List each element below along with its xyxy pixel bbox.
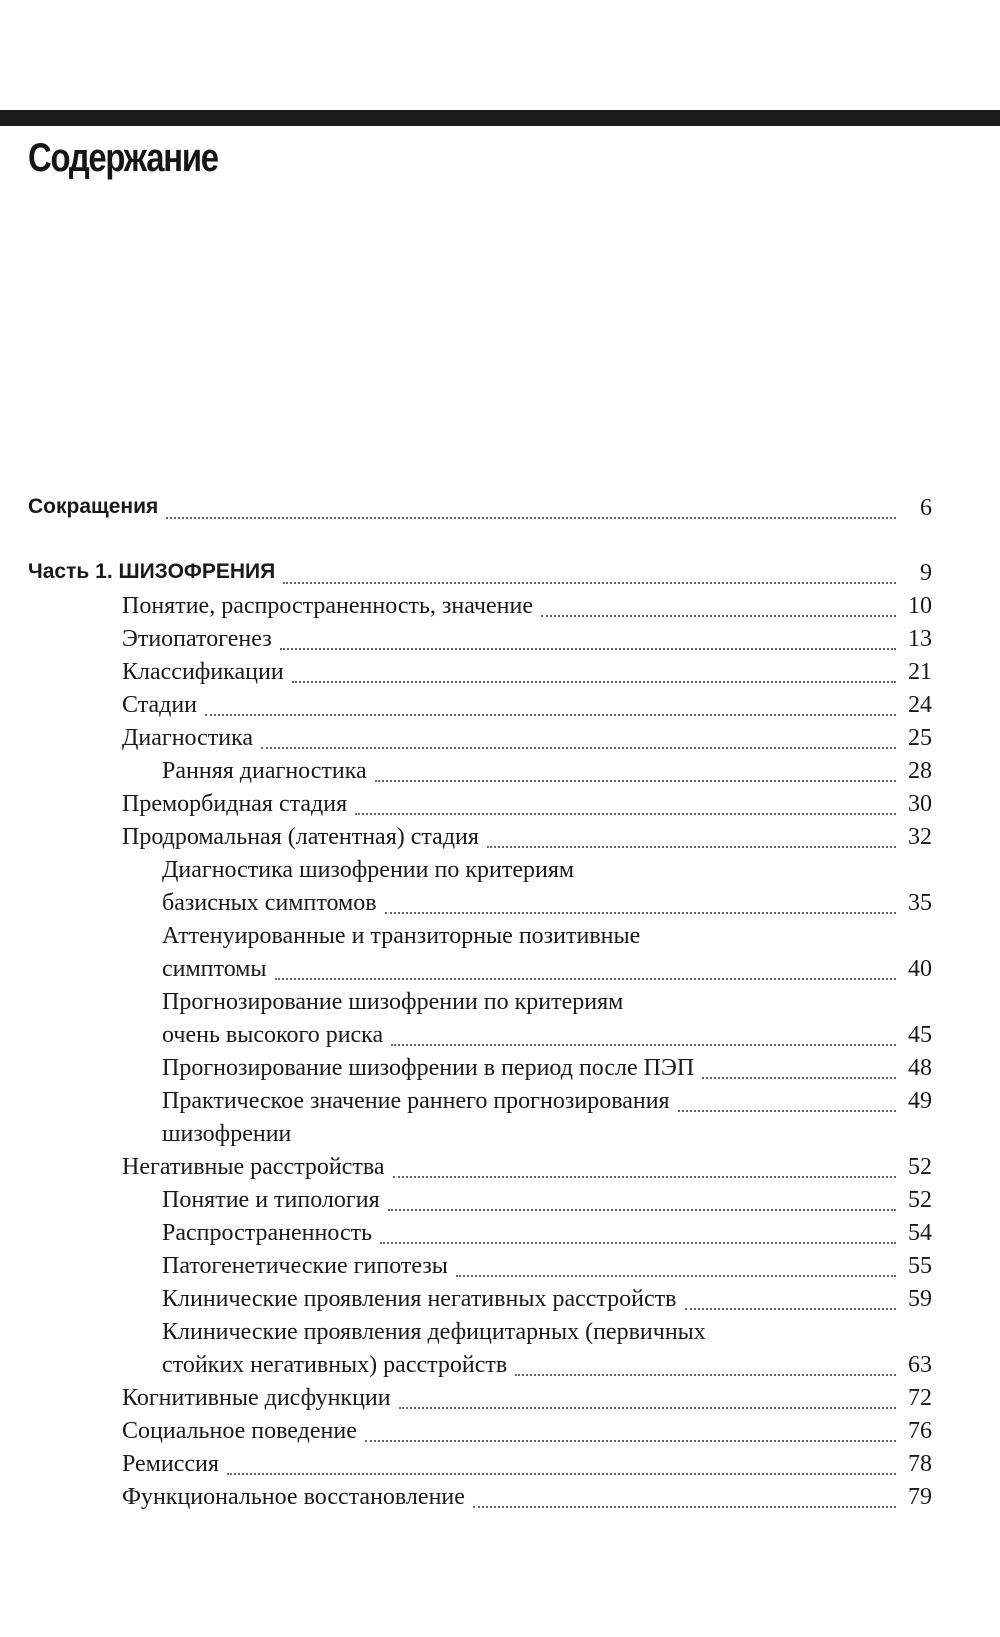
toc-entry-title: Прогнозирование шизофрении в период после ПЭП: [162, 1055, 695, 1081]
toc-entry: [0, 824, 1000, 858]
toc-entry: [0, 791, 1000, 825]
toc-leader-dots: [391, 1044, 896, 1046]
toc-entry-page: 45: [908, 1022, 932, 1048]
toc-leader-dots: [702, 1077, 896, 1079]
toc-entry: [0, 560, 1000, 594]
toc-entry-title: Ремиссия: [122, 1451, 219, 1477]
toc-entry-title: Продромальная (латентная) стадия: [122, 824, 479, 850]
toc-leader-dots: [487, 846, 896, 848]
toc-leader-dots: [365, 1440, 896, 1442]
toc-entry-title: шизофрении: [162, 1121, 292, 1147]
toc-entry: [0, 593, 1000, 627]
top-rule: [0, 110, 1000, 126]
toc-entry-page: 54: [908, 1220, 932, 1246]
toc-leader-dots: [227, 1473, 896, 1475]
page-title: Содержание: [28, 136, 218, 180]
toc-leader-dots: [473, 1506, 896, 1508]
toc-entry-title: Негативные расстройства: [122, 1154, 385, 1180]
toc-entry-title: Часть 1. ШИЗОФРЕНИЯ: [28, 560, 276, 583]
toc-entry-page: 35: [908, 890, 932, 916]
toc-entry-title: Этиопатогенез: [122, 626, 272, 652]
toc-entry-title: Диагностика шизофрении по критериям: [162, 857, 575, 883]
toc-entry: [0, 1253, 1000, 1287]
toc-entry-page: 55: [908, 1253, 932, 1279]
toc-entry-title: Диагностика: [122, 725, 254, 751]
toc-entry: [0, 1385, 1000, 1419]
toc-entry: [0, 890, 1000, 924]
toc-entry-page: 49: [908, 1088, 932, 1114]
toc-entry-title: Клинические проявления негативных расстройств: [162, 1286, 677, 1312]
toc-leader-dots: [292, 681, 896, 683]
toc-entry-title: Сокращения: [28, 495, 159, 518]
toc-entry-title: Классификации: [122, 659, 284, 685]
toc-entry-title: Преморбидная стадия: [122, 791, 348, 817]
toc-entry-title: Прогнозирование шизофрении по критериям: [162, 989, 624, 1015]
toc-entry: [0, 1121, 1000, 1155]
toc-entry: [0, 495, 1000, 529]
toc-entry: [0, 956, 1000, 990]
toc-leader-dots: [261, 747, 896, 749]
toc-leader-dots: [388, 1209, 896, 1211]
toc-entry-page: 9: [920, 560, 932, 586]
toc-entry: [0, 758, 1000, 792]
toc-leader-dots: [399, 1407, 896, 1409]
toc-entry: [0, 1319, 1000, 1353]
toc-entry-title: стойких негативных) расстройств: [162, 1352, 508, 1378]
toc-entry: [0, 989, 1000, 1023]
toc-entry-title: Социальное поведение: [122, 1418, 357, 1444]
toc-entry-title: очень высокого риска: [162, 1022, 384, 1048]
toc-entry: [0, 1451, 1000, 1485]
toc-entry-title: Патогенетические гипотезы: [162, 1253, 448, 1279]
toc-entry-page: 59: [908, 1286, 932, 1312]
toc-entry: [0, 1187, 1000, 1221]
toc-entry-page: 30: [908, 791, 932, 817]
toc-entry-page: 76: [908, 1418, 932, 1444]
toc-entry-title: Когнитивные дисфункции: [122, 1385, 391, 1411]
toc-entry-title: Понятие, распространенность, значение: [122, 593, 533, 619]
toc-entry-title: Аттенуированные и транзиторные позитивные: [162, 923, 641, 949]
toc-leader-dots: [678, 1110, 896, 1112]
toc-entry-title: Функциональное восстановление: [122, 1484, 465, 1510]
toc-entry-page: 25: [908, 725, 932, 751]
toc-entry-page: 78: [908, 1451, 932, 1477]
toc-entry: [0, 659, 1000, 693]
toc-entry-page: 24: [908, 692, 932, 718]
toc-entry: [0, 725, 1000, 759]
toc-leader-dots: [515, 1374, 896, 1376]
toc-entry: [0, 1154, 1000, 1188]
toc-leader-dots: [280, 648, 896, 650]
toc-entry: [0, 1220, 1000, 1254]
toc-entry-page: 48: [908, 1055, 932, 1081]
toc-entry-page: 52: [908, 1187, 932, 1213]
toc-leader-dots: [685, 1308, 896, 1310]
toc-entry-title: Стадии: [122, 692, 198, 718]
toc-entry-page: 40: [908, 956, 932, 982]
toc-leader-dots: [166, 517, 896, 519]
toc-entry: [0, 1022, 1000, 1056]
toc-entry: [0, 857, 1000, 891]
toc-entry-title: Распространенность: [162, 1220, 373, 1246]
toc-entry: [0, 1418, 1000, 1452]
toc-leader-dots: [393, 1176, 896, 1178]
toc-entry-page: 79: [908, 1484, 932, 1510]
toc-entry-title: Практическое значение раннего прогнозирования: [162, 1088, 670, 1114]
toc-entry: [0, 1286, 1000, 1320]
toc-leader-dots: [380, 1242, 896, 1244]
toc-leader-dots: [375, 780, 896, 782]
toc-entry-page: 28: [908, 758, 932, 784]
toc-entry: [0, 1088, 1000, 1122]
toc-entry-page: 10: [908, 593, 932, 619]
toc-leader-dots: [275, 978, 896, 980]
toc-leader-dots: [385, 912, 896, 914]
toc-leader-dots: [541, 615, 896, 617]
toc-entry-title: симптомы: [162, 956, 267, 982]
toc-entry-title: базисных симптомов: [162, 890, 377, 916]
toc-entry-page: 13: [908, 626, 932, 652]
toc-entry-page: 6: [920, 495, 932, 521]
toc-entry: [0, 1484, 1000, 1518]
toc-entry-page: 21: [908, 659, 932, 685]
toc-entry-title: Клинические проявления дефицитарных (первичных: [162, 1319, 706, 1345]
toc-entry: [0, 626, 1000, 660]
toc-entry-page: 72: [908, 1385, 932, 1411]
toc-entry: [0, 1055, 1000, 1089]
toc-entry-page: 32: [908, 824, 932, 850]
toc-entry: [0, 1352, 1000, 1386]
toc-leader-dots: [355, 813, 896, 815]
toc-entry: [0, 692, 1000, 726]
toc-leader-dots: [205, 714, 896, 716]
toc-entry-title: Ранняя диагностика: [162, 758, 367, 784]
toc-entry: [0, 923, 1000, 957]
toc-leader-dots: [456, 1275, 896, 1277]
toc-entry-title: Понятие и типология: [162, 1187, 380, 1213]
toc-leader-dots: [283, 582, 896, 584]
toc-entry-page: 52: [908, 1154, 932, 1180]
toc-entry-page: 63: [908, 1352, 932, 1378]
